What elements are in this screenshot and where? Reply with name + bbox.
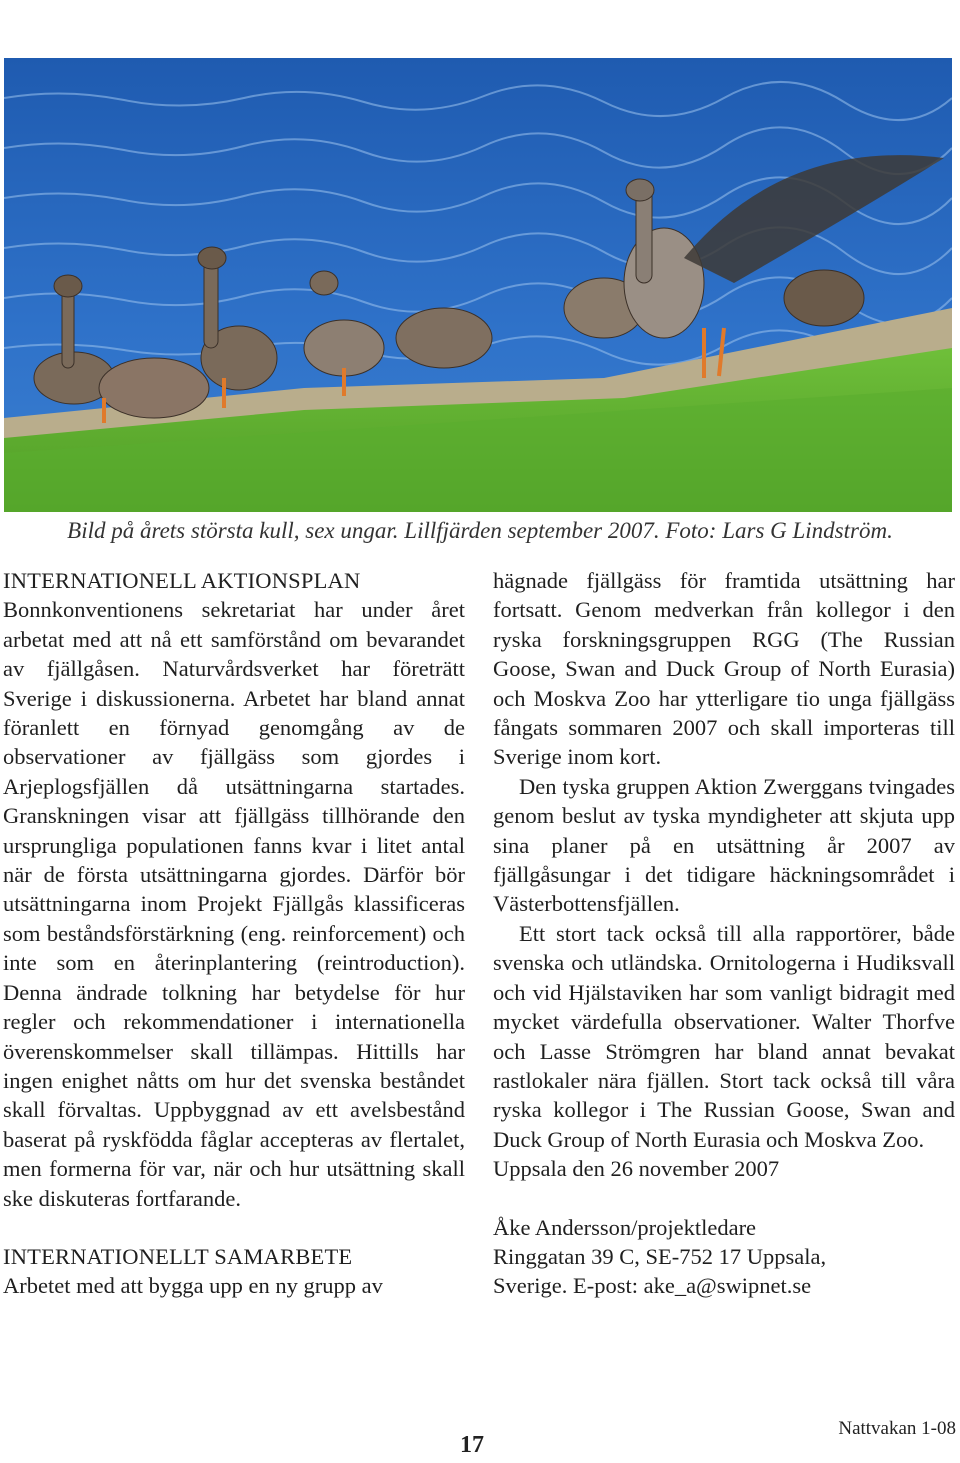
magazine-issue: Nattvakan 1-08 <box>838 1418 956 1439</box>
paragraph-aktion-zwerggans: Den tyska gruppen Aktion Zwerggans tvingades genom beslut av tyska myndigheter att skjuta upp sina planer på en utsättning år 2007 av fjällgåsungar i det tidigare häckningsområdet i Västerbottensfjällen. <box>493 773 955 917</box>
paragraph-cooperation-start: Arbetet med att bygga upp en ny grupp av <box>3 1273 383 1299</box>
signature-gap <box>493 1184 955 1213</box>
section-gap <box>3 1213 465 1242</box>
address-line-1: Ringgatan 39 C, SE-752 17 Uppsala, <box>493 1243 827 1269</box>
paragraph-cooperation-cont: hägnade fjällgäss för framtida utsättning har fortsatt. Genom medverkan från kollegor i den ryska forskningsgruppen RGG (The Russian Goose, Swan and Duck Group of North Eurasia) och Moskva Zoo har ytterligare tio unga fjällgäss fångats sommaren 2007 och skall importeras till Sverige inom kort. <box>493 568 955 770</box>
address-line-2: Sverige. E-post: ake_a@swipnet.se <box>493 1273 812 1299</box>
paragraph-thanks: Ett stort tack också till alla rapportörer, både svenska och utländska. Ornitologerna i Hudiksvall och vid Hjälstaviken har som vanligt bidragit med mycket värdefulla observationer. Walter Thorfve och Lasse Strömgren har bland annat bevakat rastlokaler nära fjällen. Stort tack också till våra ryska kollegor i The Russian Goose, Swan and Duck Group of North Eurasia och Moskva Zoo. <box>493 920 955 1152</box>
paragraph-action-plan: Bonnkonventionens sekretariat har under året arbetat med att nå ett samförstånd om bevarandet av fjällgåsen. Naturvårdsverket har företrätt Sverige i diskussionerna. Arbetet har bland annat föranlett en förnyad genomgång av de observationer av fjällgäss som gjordes i Arjeplogsfjällen då utsättningarna startades. Granskningen visar att fjällgäss tillhörande den ursprungliga populationen fanns kvar i litet antal när de första utsättningarna gjordes. Därför bör utsättningarna inom Projekt Fjällgås klassificeras som beståndsförstärkning (eng. reinforcement) och inte som en återinplantering (reintroduction). Denna ändrade tolkning har betydelse för hur regler och rekommendationer i internationella överenskommelser skall tillämpas. Hittills har ingen enighet nåtts om hur det svenska beståndet skall förvaltas. Uppbyggnad av ett avelsbestånd baserat på ryskfödda fåglar accepteras av flertalet, men formerna för var, när och hur utsättning skall ske diskuteras fortfarande. <box>3 597 465 1211</box>
left-column <box>3 566 465 1301</box>
page-number: 17 <box>460 1432 484 1458</box>
geese-photo <box>4 58 952 512</box>
author-line: Åke Andersson/projektledare <box>493 1214 757 1240</box>
geese-photo-icon <box>4 58 952 512</box>
heading-international-cooperation: INTERNATIONELLT SAMARBETE <box>3 1243 353 1269</box>
heading-international-action-plan: INTERNATIONELL AKTIONSPLAN <box>3 568 361 593</box>
date-line: Uppsala den 26 november 2007 <box>493 1156 780 1182</box>
right-column <box>493 566 955 1301</box>
photo-caption: Bild på årets största kull, sex ungar. Lillfjärden september 2007. Foto: Lars G Lindström. <box>67 518 893 543</box>
